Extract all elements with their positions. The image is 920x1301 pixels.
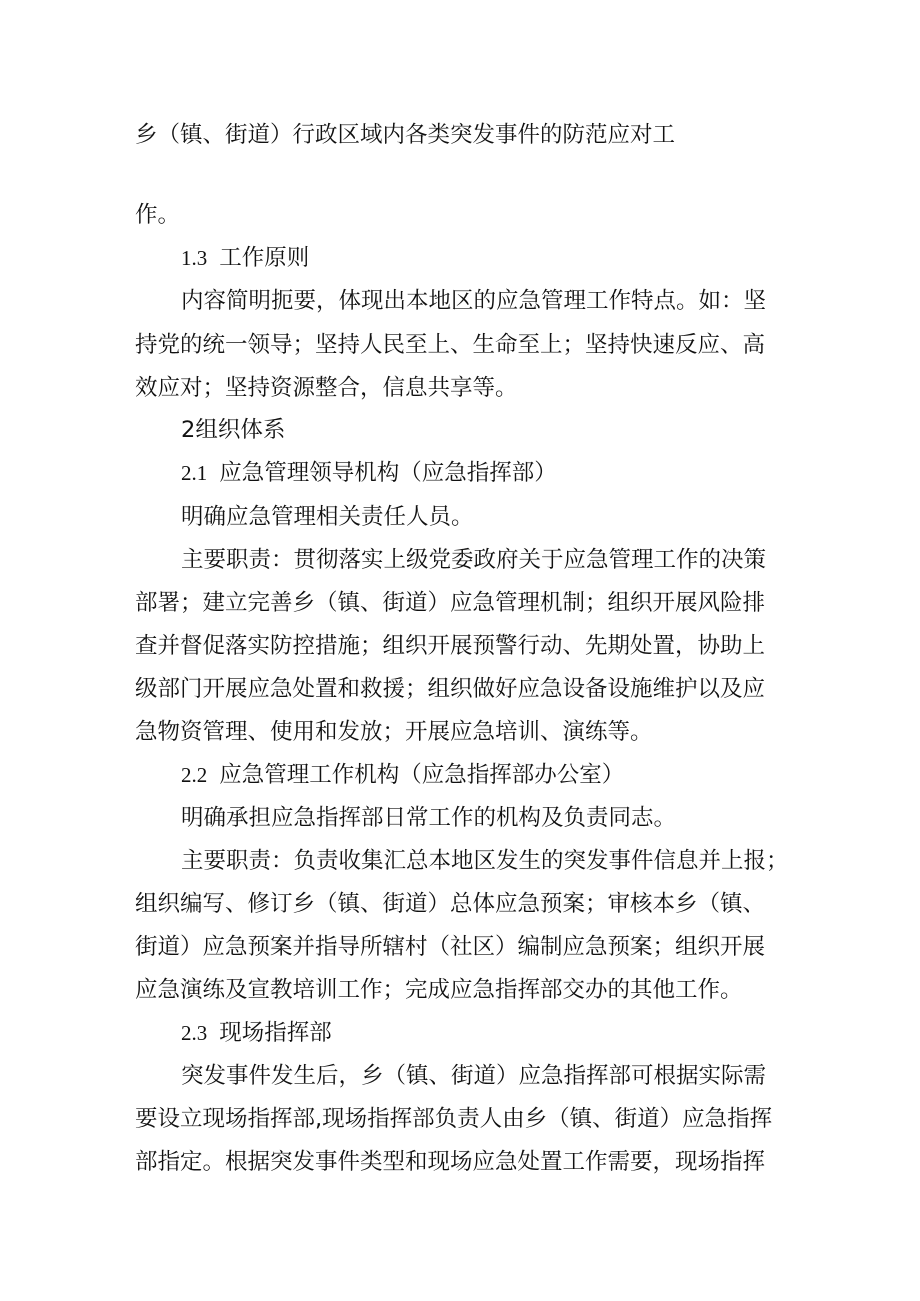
paragraph-line: 突发事件发生后，乡（镇、街道）应急指挥部可根据实际需 bbox=[181, 1063, 767, 1089]
section-heading-1-3 bbox=[181, 243, 801, 273]
paragraph-line: 持党的统一领导；坚持人民至上、生命至上；坚持快速反应、高 bbox=[135, 332, 766, 358]
paragraph-line: 主要职责：贯彻落实上级党委政府关于应急管理工作的决策 bbox=[181, 547, 767, 573]
paragraph-line: 乡（镇、街道）行政区域内各类突发事件的防范应对工 bbox=[135, 122, 676, 148]
paragraph-line: 主要职责：负责收集汇总本地区发生的突发事件信息并上报； bbox=[181, 848, 789, 874]
section-number: 1.3 bbox=[181, 246, 208, 270]
paragraph-line: 急物资管理、使用和发放；开展应急培训、演练等。 bbox=[135, 719, 653, 745]
section-heading-2-2 bbox=[181, 760, 801, 790]
section-title: 工作原则 bbox=[219, 245, 310, 271]
paragraph-line: 作。 bbox=[135, 202, 181, 228]
section-number: 2.2 bbox=[181, 763, 208, 787]
paragraph-line: 内容简明扼要，体现出本地区的应急管理工作特点。如：坚 bbox=[181, 288, 767, 314]
section-title: 应急管理工作机构（应急指挥部办公室） bbox=[219, 762, 625, 788]
section-number: 2.3 bbox=[181, 1021, 208, 1045]
paragraph-line: 效应对；坚持资源整合，信息共享等。 bbox=[135, 375, 518, 401]
paragraph-line: 街道）应急预案并指导所辖村（社区）编制应急预案；组织开展 bbox=[135, 934, 766, 960]
section-number: 2.1 bbox=[181, 461, 208, 485]
paragraph-line: 查并督促落实防控措施；组织开展预警行动、先期处置，协助上 bbox=[135, 633, 766, 659]
section-title: 应急管理领导机构（应急指挥部） bbox=[219, 460, 557, 486]
paragraph-line: 要设立现场指挥部,现场指挥部负责人由乡（镇、街道）应急指挥 bbox=[135, 1106, 773, 1132]
paragraph-line: 部指定。根据突发事件类型和现场应急处置工作需要，现场指挥 bbox=[135, 1149, 766, 1175]
paragraph-line: 级部门开展应急处置和救援；组织做好应急设备设施维护以及应 bbox=[135, 676, 766, 702]
paragraph-line: 明确应急管理相关责任人员。 bbox=[181, 504, 474, 530]
section-heading-2-1 bbox=[181, 458, 801, 488]
section-title: 现场指挥部 bbox=[219, 1020, 332, 1046]
section-heading-2: 2组织体系 bbox=[181, 417, 286, 443]
paragraph-line: 应急演练及宣教培训工作；完成应急指挥部交办的其他工作。 bbox=[135, 977, 743, 1003]
section-heading-2-3 bbox=[181, 1018, 801, 1048]
paragraph-line: 组织编写、修订乡（镇、街道）总体应急预案；审核本乡（镇、 bbox=[135, 891, 766, 917]
paragraph-line: 部署；建立完善乡（镇、街道）应急管理机制；组织开展风险排 bbox=[135, 590, 766, 616]
paragraph-line: 明确承担应急指挥部日常工作的机构及负责同志。 bbox=[181, 805, 677, 831]
